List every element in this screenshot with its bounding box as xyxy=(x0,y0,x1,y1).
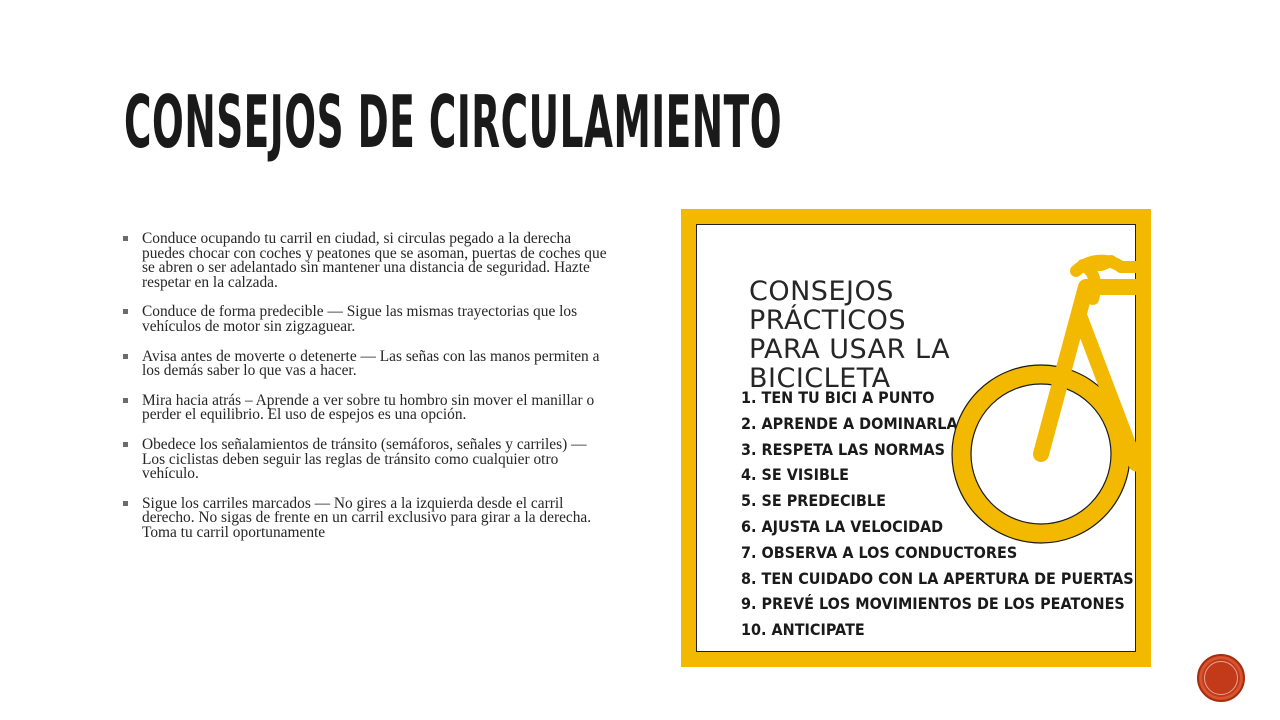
bullet-marker-icon xyxy=(123,354,128,359)
bullet-item xyxy=(120,305,610,334)
bullet-item xyxy=(120,347,610,380)
next-slide-icon xyxy=(1204,661,1238,695)
bullet-text: Mira hacia atrás – Aprende a ver sobre tu hombro sin mover el manillar o perder el equilibrio. El uso de espejos es una opción. xyxy=(142,391,595,424)
bullet-item xyxy=(120,494,610,541)
poster-title-line: CONSEJOS PRÁCTICOS xyxy=(749,276,906,336)
bullet-marker-icon xyxy=(123,442,128,447)
poster-tip: 7. OBSERVA A LOS CONDUCTORES xyxy=(741,542,1018,562)
bullet-text: Sigue los carriles marcados — No gires a la izquierda desde el carril derecho. No sigas de frente en un carril exclusivo para girar a la derecha. Toma tu carril oportunamente xyxy=(142,494,592,541)
bike-tips-poster xyxy=(681,209,1151,667)
bullet-item xyxy=(120,232,610,290)
bullet-marker-icon xyxy=(123,309,128,314)
bullet-text: Avisa antes de moverte o detenerte — Las señas con las manos permiten a los demás saber lo que vas a hacer. xyxy=(142,347,600,380)
next-slide-button[interactable] xyxy=(1197,654,1245,702)
bullet-text: Conduce ocupando tu carril en ciudad, si circulas pegado a la derecha puedes chocar con coches y peatones que se asoman, puertas de coches que se abren o ser adelantado sin mantener una distancia de seguridad. Hazte respetar en la calzada. xyxy=(142,230,607,291)
bullet-list xyxy=(120,232,610,556)
poster-tips-list xyxy=(741,385,1134,643)
poster-tip: 8. TEN CUIDADO CON LA APERTURA DE PUERTAS xyxy=(741,568,1134,588)
poster-tip: 2. APRENDE A DOMINARLA xyxy=(741,413,958,433)
poster-tip: 10. ANTICIPATE xyxy=(741,620,865,640)
bullet-marker-icon xyxy=(123,501,128,506)
poster-title-line: PARA USAR LA xyxy=(749,334,951,365)
poster-tip: 9. PREVÉ LOS MOVIMIENTOS DE LOS PEATONES xyxy=(741,594,1125,614)
poster-tip: 4. SE VISIBLE xyxy=(741,465,849,485)
poster-title-line: BICICLETA xyxy=(749,363,891,394)
bullet-marker-icon xyxy=(123,398,128,403)
poster-tip: 6. AJUSTA LA VELOCIDAD xyxy=(741,516,944,536)
bullet-text: Conduce de forma predecible — Sigue las mismas trayectorias que los vehículos de motor sin zigzaguear. xyxy=(142,303,578,335)
poster-tip: 1. TEN TU BICI A PUNTO xyxy=(741,388,935,407)
poster-tip: 5. SE PREDECIBLE xyxy=(741,491,886,511)
bullet-text: Obedece los señalamientos de tránsito (semáforos, señales y carriles) — Los ciclistas deben seguir las reglas de tránsito como cualquier otro vehículo. xyxy=(142,435,587,483)
bullet-item xyxy=(120,435,610,483)
poster-tip: 3. RESPETA LAS NORMAS xyxy=(741,439,945,459)
slide-title: CONSEJOS DE CIRCULAMIENTO xyxy=(124,80,783,164)
bullet-item xyxy=(120,391,610,424)
bullet-marker-icon xyxy=(123,236,128,241)
poster-panel xyxy=(696,224,1136,652)
poster-title xyxy=(749,277,1049,393)
